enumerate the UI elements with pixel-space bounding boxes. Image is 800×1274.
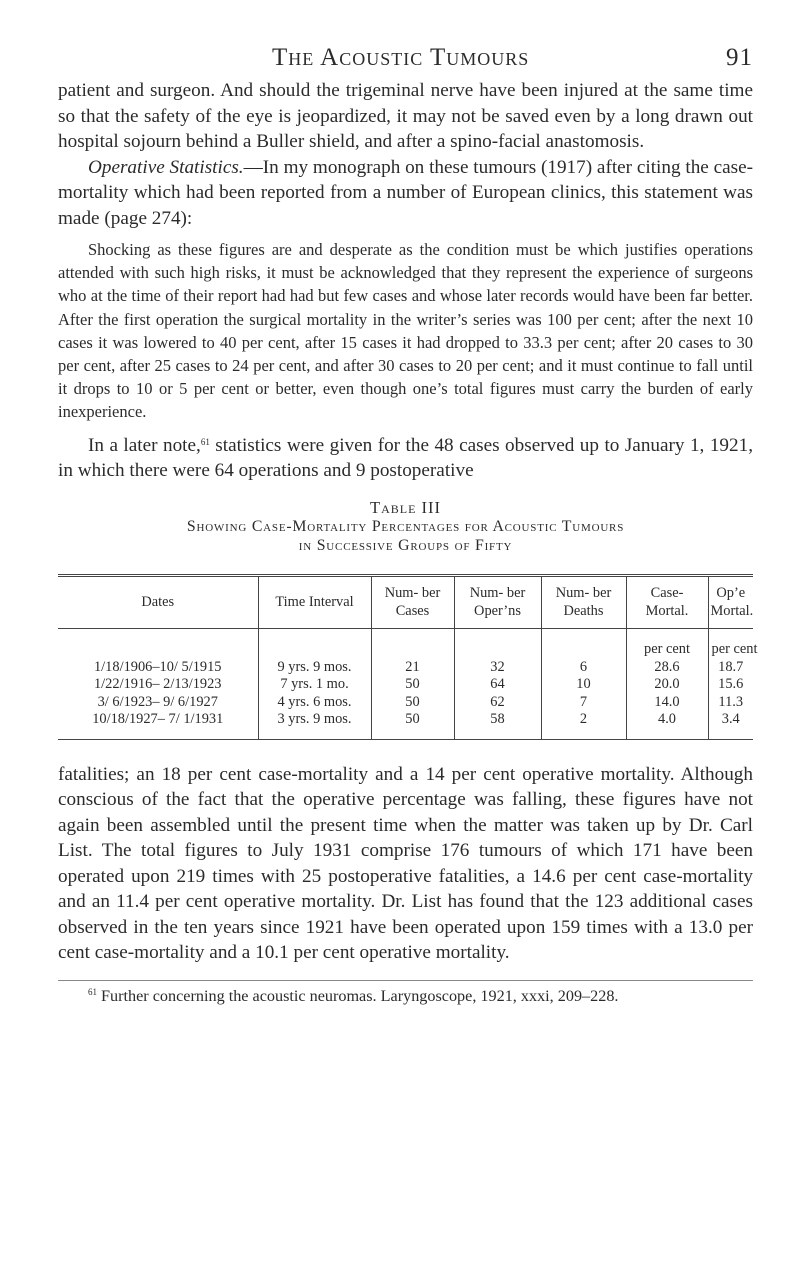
- footnote-ref: 61: [200, 436, 210, 447]
- table-cell: [58, 629, 258, 659]
- paragraph-operative-statistics: [58, 155, 753, 232]
- table-cell: 1/18/1906–10/ 5/1915: [93, 658, 222, 675]
- table-cell: 32: [454, 659, 541, 677]
- table-cell: [541, 629, 626, 659]
- table-row: [58, 676, 753, 694]
- paragraph-fatalities: fatalities; an 18 per cent case-mortality and a 14 per cent operative mortality. Although conscious of the fact that the operative percentage was falling, these figures have not again been assembled until the present time when the matter was taken up by Dr. Carl List. The total figures to July 1931 comprise 176 tumours of which 171 have been operated upon 219 times with 25 postoperative fatalities, a 14.6 per cent case-mortality and an 11.4 per cent operative mortality. Dr. List has found that the 123 additional cases observed in the ten years since 1921 have been operated upon 159 times with a 13.0 per cent case-mortality and a 10.1 per cent operative mortality.: [58, 763, 753, 964]
- table-cell: 11.3: [708, 694, 753, 712]
- table-cell: 10/18/1927– 7/ 1/1931: [58, 711, 258, 739]
- header-case-mortality: Case- Mortal.: [626, 576, 708, 629]
- table-cell: [454, 629, 541, 659]
- table-cell: 21: [371, 659, 454, 677]
- table-cell: 9 yrs. 9 mos.: [258, 659, 371, 677]
- footnote-number: 61: [88, 986, 97, 997]
- running-head: [58, 44, 753, 78]
- table-cell: per cent: [626, 629, 708, 659]
- table-label: Table III: [369, 497, 442, 517]
- table-cell: 2: [541, 711, 626, 739]
- table-cell: 1/22/1916– 2/13/1923: [93, 676, 222, 693]
- table-cell: 64: [454, 676, 541, 694]
- table-cell: 3.4: [708, 711, 753, 739]
- table-cell: 58: [454, 711, 541, 739]
- header-dates: Dates: [58, 576, 258, 629]
- table-cell: 7 yrs. 1 mo.: [258, 676, 371, 694]
- running-head-title: The Acoustic Tumours: [272, 44, 530, 71]
- header-operations: Num- ber Oper’ns: [454, 576, 541, 629]
- table-cell: per cent: [708, 629, 753, 659]
- table-row-units: [58, 629, 753, 659]
- table-row: [58, 711, 753, 739]
- table-row: [58, 659, 753, 677]
- table-cell: 20.0: [626, 676, 708, 694]
- table-cell: 3/ 6/1923– 9/ 6/1927: [97, 693, 218, 710]
- table-cell: 6: [541, 659, 626, 677]
- footnote-divider: [58, 980, 753, 981]
- table-cell: 50: [371, 711, 454, 739]
- table-row: [58, 694, 753, 712]
- mortality-table: [58, 574, 758, 740]
- table-cell: 15.6: [708, 676, 753, 694]
- table-cell: 50: [371, 694, 454, 712]
- header-deaths: Num- ber Deaths: [541, 576, 626, 629]
- table-header-row: [58, 576, 753, 629]
- table-cell: 7: [541, 694, 626, 712]
- table-cell: 4 yrs. 6 mos.: [258, 694, 371, 712]
- table-cell: 14.0: [626, 694, 708, 712]
- paragraph-text: —In my monograph on these tumours (1917) after citing the case-mortality which had been reported from a number of European clinics, this statement was made (page 274):: [58, 156, 754, 229]
- table-cell: 28.6: [626, 659, 708, 677]
- table-cell: 62: [454, 694, 541, 712]
- header-cases: Num- ber Cases: [371, 576, 454, 629]
- table-cell: 50: [371, 676, 454, 694]
- book-page: [58, 44, 758, 1007]
- table-caption-line-2: in Successive Groups of Fifty: [298, 536, 513, 554]
- footnote-text: Further concerning the acoustic neuromas. Laryngoscope, 1921, xxxi, 209–228.: [97, 986, 619, 1005]
- header-time-interval: Time Interval: [258, 576, 371, 629]
- paragraph-text: In a later note,: [88, 434, 201, 456]
- table-cell: [258, 629, 371, 659]
- table-cell: 3 yrs. 9 mos.: [258, 711, 371, 739]
- paragraph-continued: patient and surgeon. And should the trigeminal nerve have been injured at the same time so that the safety of the eye is jeopardized, it may not be saved even by a long drawn out hospital sojourn behind a Buller shield, and after a spino-facial anastomosis.: [58, 80, 753, 152]
- page-number: 91: [726, 44, 753, 71]
- table-cell: 18.7: [708, 659, 753, 677]
- header-operative-mortality: Op’e Mortal.: [708, 576, 753, 629]
- block-quote: Shocking as these figures are and desperate as the condition must be which justifies operations attended with such high risks, it must be acknowledged that they represent the experience of surgeons who at the time of their report had had but few cases and whose later records would have been far better. After the first operation the surgical mortality in the writer’s series was 100 per cent; after the next 10 cases it was lowered to 40 per cent, after 15 cases it had dropped to 33.3 per cent; after 20 cases to 30 per cent, after 25 cases to 24 per cent, and after 30 cases to 20 per cent; and it must continue to fall until it drops to 10 or 5 per cent or better, even though one’s total figures must carry the burden of early inexperience.: [58, 240, 753, 422]
- footnote: [58, 985, 753, 1007]
- table-cell: 4.0: [626, 711, 708, 739]
- section-heading: Operative Statistics.: [88, 156, 244, 178]
- table-caption-line-1: Showing Case-Mortality Percentages for Acoustic Tumours: [186, 518, 625, 536]
- table-cell: [371, 629, 454, 659]
- paragraph-text: statistics were given for the 48 cases observed up to January 1, 1921, in which there were 64 operations and 9 postoperative: [58, 434, 753, 482]
- paragraph-later-note: [58, 433, 753, 484]
- table-cell: 10: [541, 676, 626, 694]
